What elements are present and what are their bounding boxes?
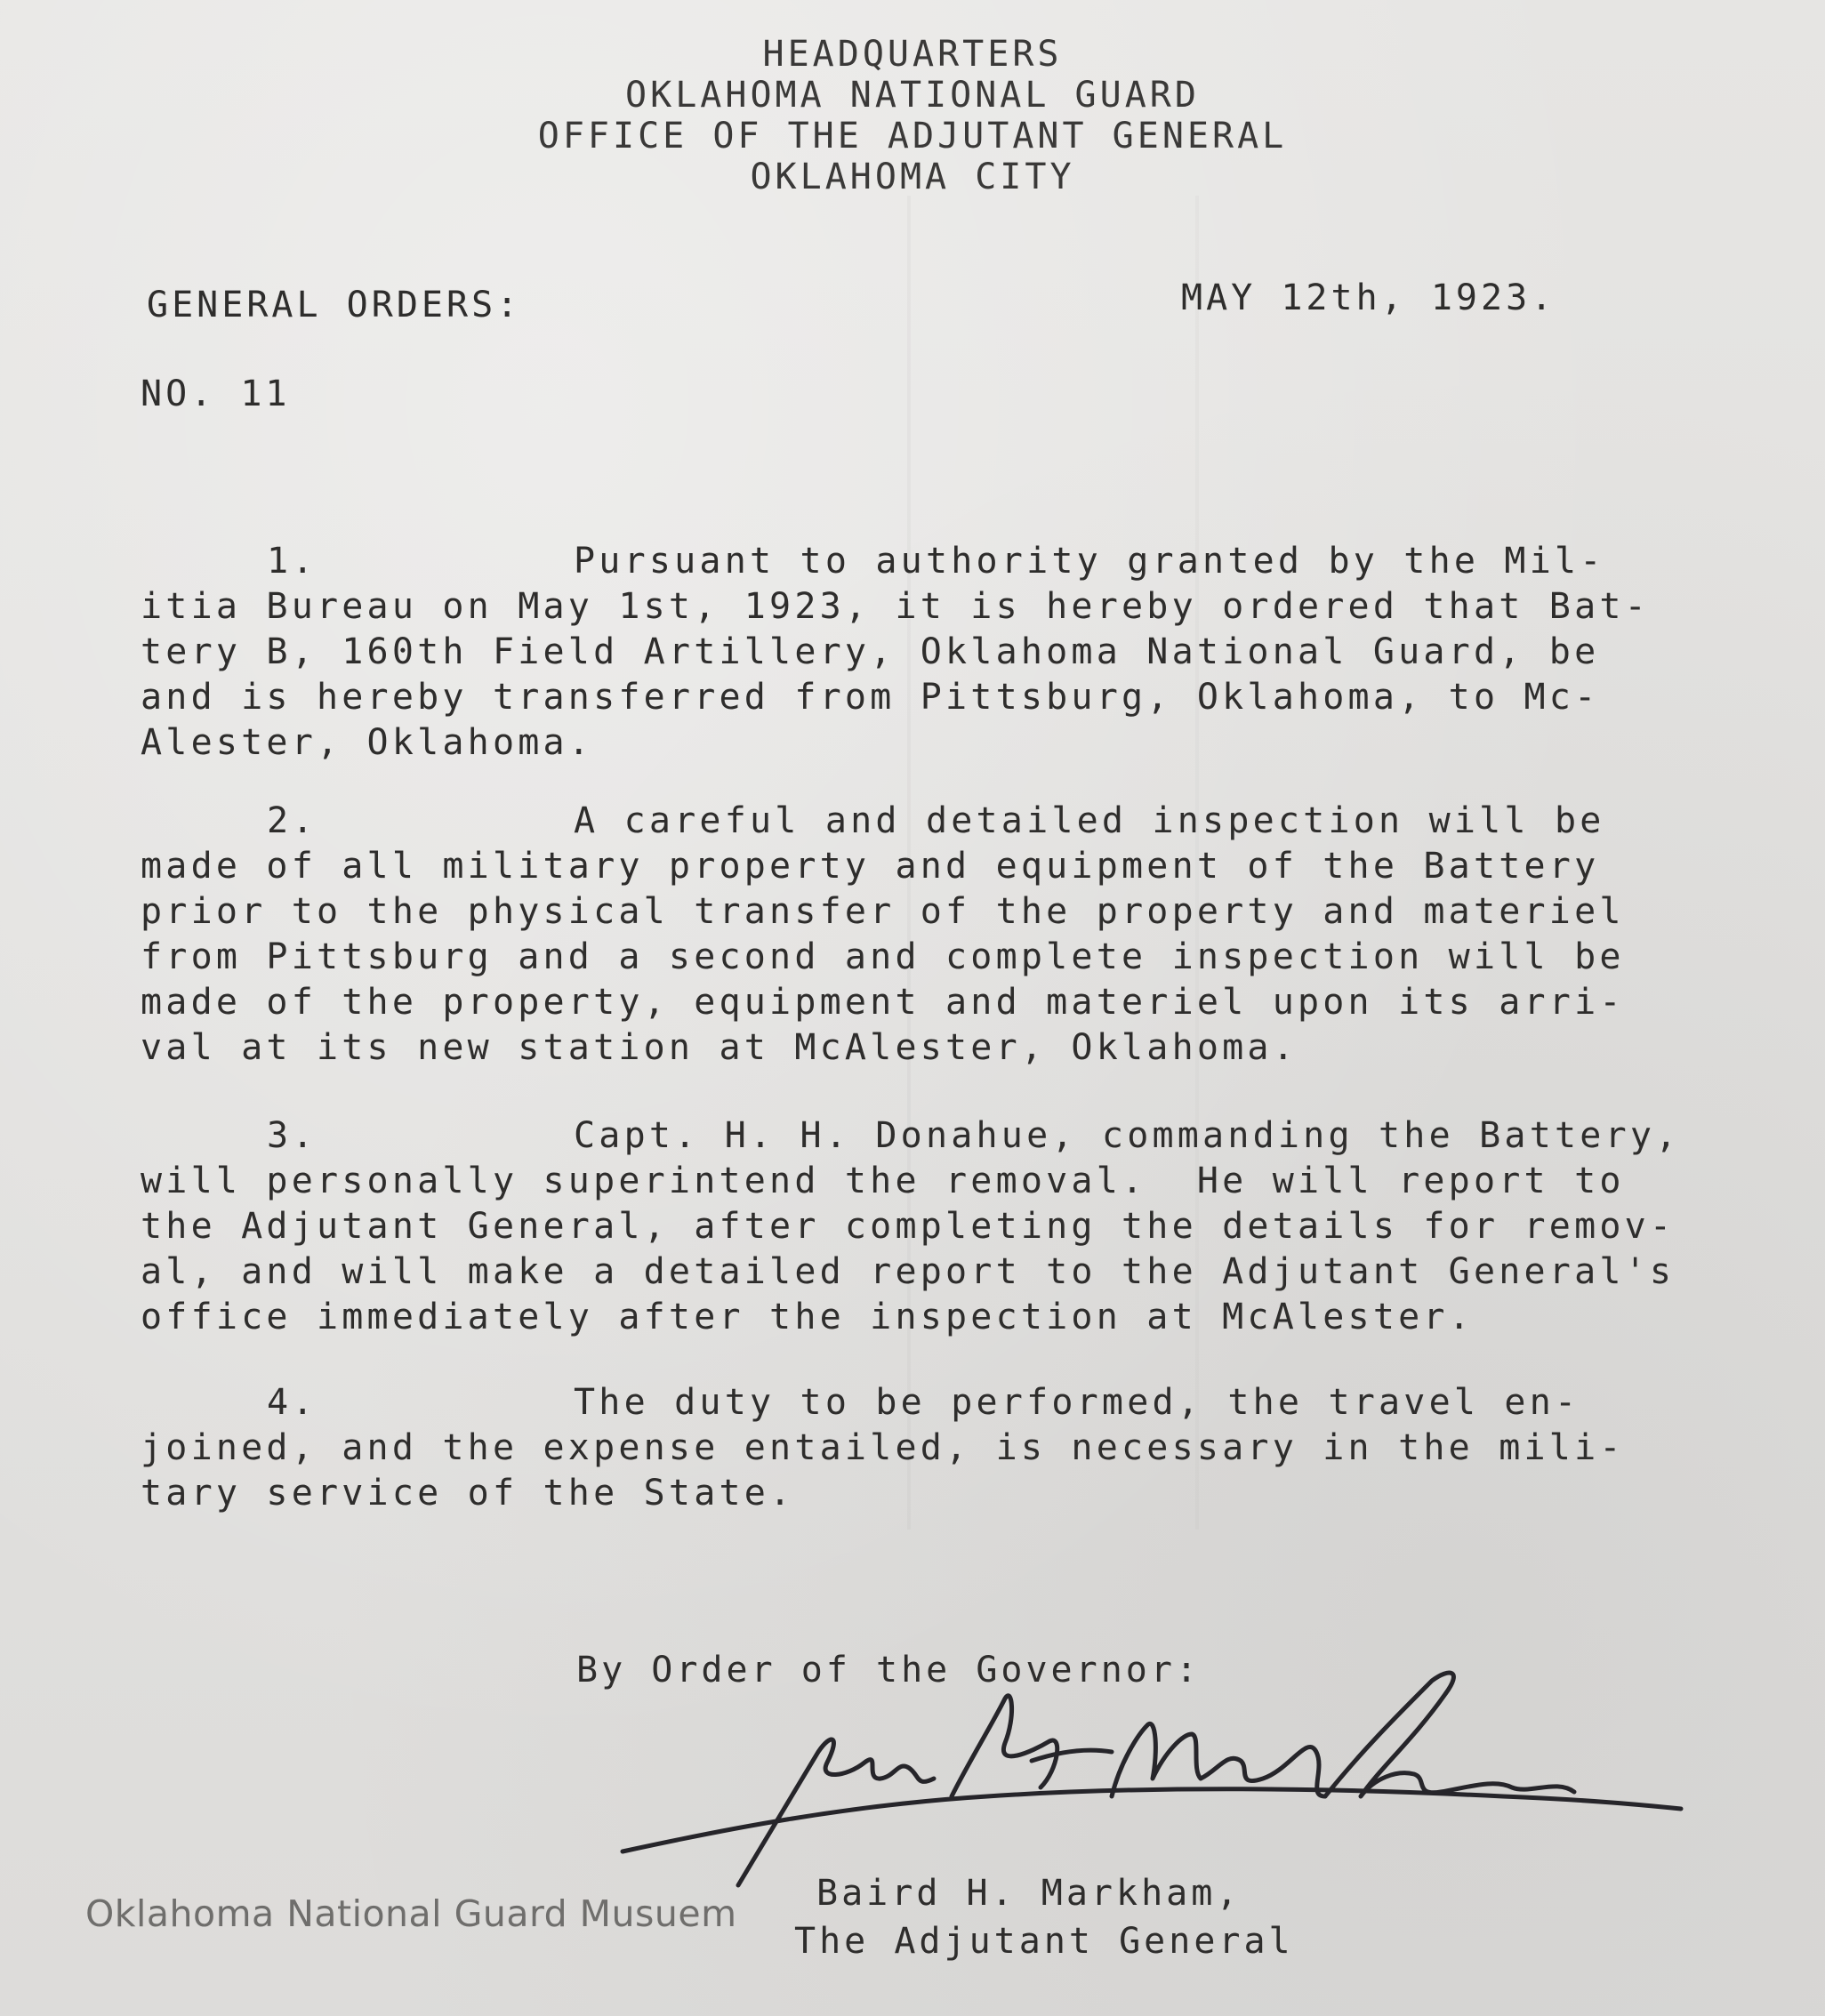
signatory-name: Baird H. Markham,	[816, 1873, 1242, 1914]
paragraph-line: tary service of the State.	[141, 1473, 795, 1514]
paragraph-number: 1.	[267, 541, 318, 582]
paragraph-line: 2. A careful and detailed inspection will be	[141, 799, 1741, 844]
paragraph-line: made of the property, equipment and materiel upon its arri-	[141, 982, 1625, 1023]
paragraph-line: and is hereby transferred from Pittsburg, Oklahoma, to Mc-	[141, 677, 1600, 718]
paragraph-line: prior to the physical transfer of the property and materiel	[141, 891, 1625, 932]
paragraph-line: 1. Pursuant to authority granted by the Mil-	[141, 539, 1741, 584]
by-order-line: By Order of the Governor:	[576, 1650, 1202, 1691]
signatory-title: The Adjutant General	[794, 1921, 1294, 1962]
general-orders-label: GENERAL ORDERS:	[147, 285, 522, 325]
paragraph-line: val at its new station at McAlester, Oklahoma.	[141, 1027, 1298, 1068]
paragraph-line: the Adjutant General, after completing the details for remov-	[141, 1206, 1676, 1247]
paragraph-line: will personally superintend the removal. He will report to	[141, 1161, 1625, 1201]
order-number: NO. 11	[141, 373, 291, 414]
paragraph-number: 4.	[267, 1382, 318, 1423]
paragraph-line: joined, and the expense entailed, is necessary in the mili-	[141, 1427, 1625, 1468]
paragraph-3	[141, 1113, 1741, 1340]
letterhead	[0, 34, 1825, 197]
letterhead-line-4: OKLAHOMA CITY	[750, 157, 1075, 197]
paragraph-line: 4. The duty to be performed, the travel en-	[141, 1380, 1741, 1426]
letterhead-line-2: OKLAHOMA NATIONAL GUARD	[625, 75, 1200, 116]
paragraph-line: itia Bureau on May 1st, 1923, it is hereby ordered that Bat-	[141, 586, 1650, 627]
paragraph-line: from Pittsburg and a second and complete inspection will be	[141, 936, 1625, 977]
order-date: MAY 12th, 1923.	[1181, 277, 1556, 318]
museum-watermark: Oklahoma National Guard Musuem	[85, 1892, 737, 1935]
letterhead-line-3: OFFICE OF THE ADJUTANT GENERAL	[537, 116, 1288, 157]
paragraph-2	[141, 799, 1741, 1071]
letterhead-line-1: HEADQUARTERS	[762, 34, 1063, 75]
paragraph-line: 3. Capt. H. H. Donahue, commanding the Battery,	[141, 1113, 1741, 1159]
paragraph-line: al, and will make a detailed report to the Adjutant General's	[141, 1251, 1676, 1292]
paragraph-number: 2.	[267, 800, 318, 841]
paragraph-line: made of all military property and equipment of the Battery	[141, 846, 1600, 887]
signature	[614, 1663, 1690, 1894]
paragraph-number: 3.	[267, 1115, 318, 1156]
paragraph-line: tery B, 160th Field Artillery, Oklahoma National Guard, be	[141, 631, 1600, 672]
paragraph-line: Alester, Oklahoma.	[141, 722, 594, 763]
paragraph-4	[141, 1380, 1741, 1516]
paragraph-line: office immediately after the inspection at McAlester.	[141, 1297, 1474, 1337]
paragraph-1	[141, 539, 1741, 766]
